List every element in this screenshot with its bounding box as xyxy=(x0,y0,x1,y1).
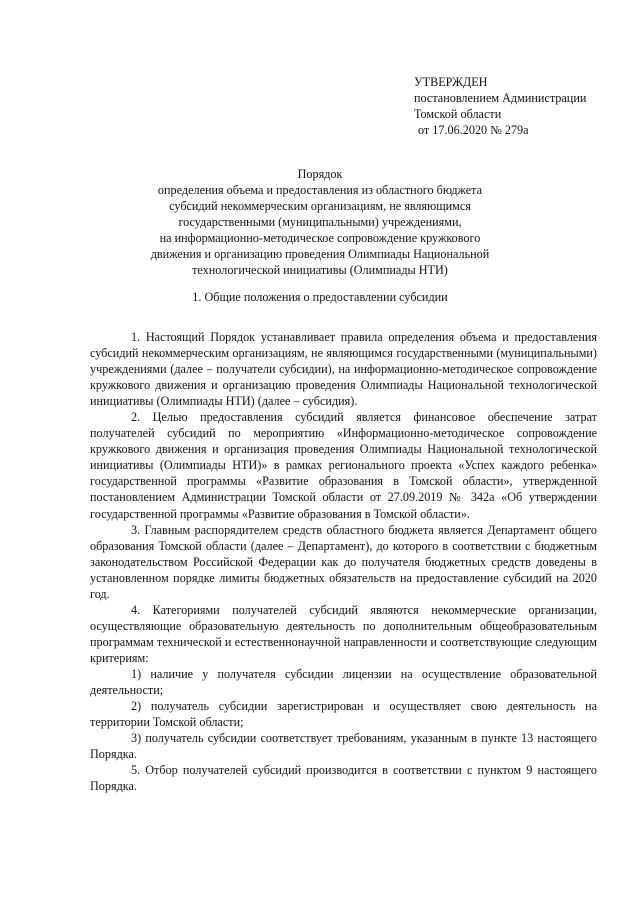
approval-heading: УТВЕРЖДЕН xyxy=(414,75,488,89)
title-line: Порядок xyxy=(297,167,343,181)
paragraph-3: 3. Главным распорядителем средств областного бюджета является Департамент общего образования Томской области (далее – Департамент), до которого в соответствии с бюджетным законодательством Российской Федерации как до получателя бюджетных средств доведены в установленном порядке лимиты бюджетных обязательств на предоставление субсидий на 2020 год. xyxy=(90,522,597,601)
document-title xyxy=(90,166,550,278)
list-item-2: 2) получатель субсидии зарегистрирован и осуществляет свою деятельность на территории Томской области; xyxy=(90,699,597,730)
section-heading: 1. Общие положения о предоставлении субсидии xyxy=(192,290,448,304)
approval-date: от 17.06.2020 № 279а xyxy=(418,123,529,137)
approval-stamp xyxy=(400,74,630,138)
document-body xyxy=(90,329,597,794)
list-item-3: 3) получатель субсидии соответствует требованиям, указанным в пункте 13 настоящего Порядка. xyxy=(90,731,597,762)
title-line: движения и организацию проведения Олимпиады Национальной xyxy=(150,247,490,261)
title-line: субсидий некоммерческим организациям, не являющимся xyxy=(169,199,471,213)
paragraph-4: 4. Категориями получателей субсидий являются некоммерческие организации, осуществляющие образовательную деятельность по дополнительным общеобразовательным программам технической и естественнонаучной направленности и соответствующие следующим критериям: xyxy=(90,602,597,665)
approval-line: постановлением Администрации xyxy=(414,91,587,105)
paragraph-1: 1. Настоящий Порядок устанавливает правила определения объема и предоставления субсидий некоммерческим организациям, не являющимся государственными (муниципальными) учреждениями (далее – получатели субсидии), на информационно-методическое сопровождение кружкового движения и организацию проведения Олимпиады Национальной технологической инициативы (Олимпиады НТИ) (далее – субсидия). xyxy=(90,330,597,409)
title-line: государственными (муниципальными) учреждениями, xyxy=(178,215,462,229)
title-line: технологической инициативы (Олимпиады НТИ) xyxy=(192,263,448,277)
approval-line: Томской области xyxy=(414,107,502,121)
list-item-1: 1) наличие у получателя субсидии лицензии на осуществление образовательной деятельности; xyxy=(90,666,597,698)
paragraph-2: 2. Целью предоставления субсидий является финансовое обеспечение затрат получателей субсидий по мероприятию «Информационно-методическое сопровождение кружкового движения и организация проведения Олимпиады Национальной технологической инициативы (Олимпиады НТИ)» в рамках регионального проекта «Успех каждого ребенка» государственной программы «Развитие образования в Томской области», утвержденной постановлением Администрации Томской области от 27.09.2019 № 342а «Об утверждении государственной программы «Развитие образования в Томской области». xyxy=(90,410,597,521)
title-line: определения объема и предоставления из областного бюджета xyxy=(157,183,483,197)
title-line: на информационно-методическое сопровождение кружкового xyxy=(159,231,481,245)
paragraph-5: 5. Отбор получателей субсидий производится в соответствии с пунктом 9 настоящего Порядка. xyxy=(90,763,597,794)
